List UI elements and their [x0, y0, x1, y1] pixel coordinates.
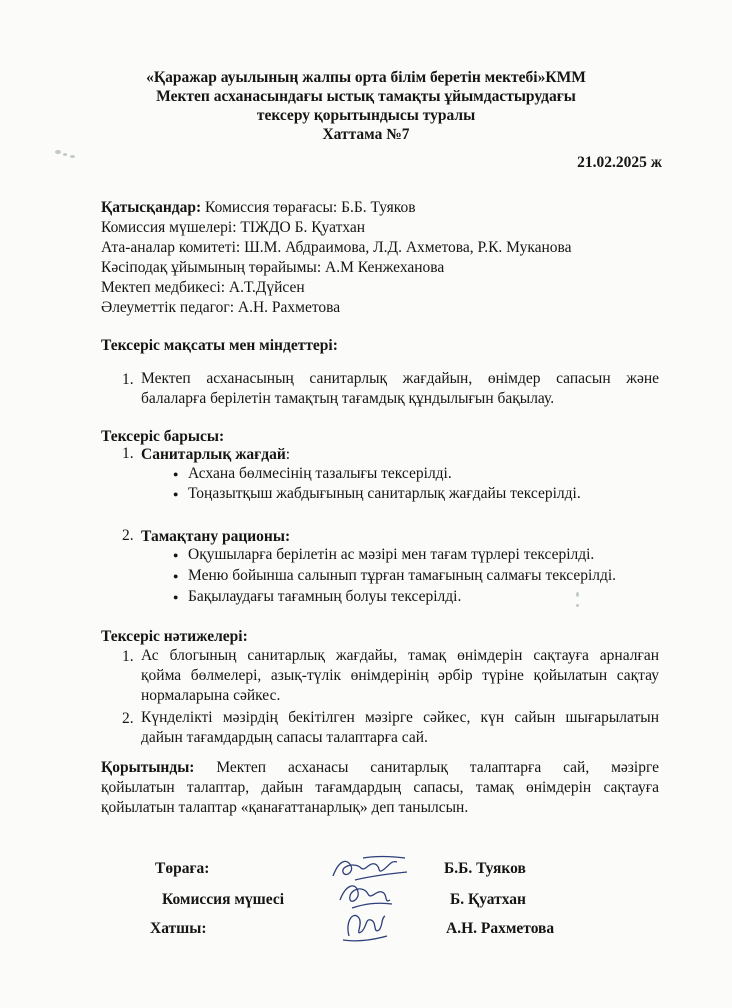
process-title: Тексеріс барысы: — [101, 428, 225, 445]
scan-speck — [70, 155, 75, 158]
participants-chair: Комиссия төрағасы: Б.Б. Туяков — [205, 199, 416, 216]
protocol-number: Хаттама №7 — [322, 126, 410, 143]
school-name: «Қаражар ауылының жалпы орта білім беретін мектебі»КММ — [146, 69, 586, 86]
member-label: Комиссия мүшесі — [162, 891, 285, 908]
scan-speck — [55, 150, 61, 154]
conclusion — [101, 758, 659, 818]
result-line: нормаларына сәйкес. — [141, 687, 281, 704]
process-item-number: 2. — [122, 527, 134, 544]
chair-name: Б.Б. Туяков — [444, 860, 526, 877]
results-title: Тексеріс нәтижелері: — [101, 628, 248, 645]
process-bullet: ● Меню бойынша салынып тұрған тамағының салмағы тексерілді. — [188, 567, 616, 585]
goals-line: Мектеп асханасының санитарлық жағдайын, өнімдер сапасын және — [141, 370, 659, 387]
participants-social-pedagogue: Әлеуметтік педагог: А.Н. Рахметова — [101, 299, 341, 316]
process-bullet: ● Оқушыларға берілетін ас мәзірі мен тағам түрлері тексерілді. — [188, 546, 594, 564]
conclusion-line: қойылатын талаптар, дайын тағамдардың сапасы, тамақ өнімдерін сақтауға — [101, 779, 659, 796]
process-item-title: Санитарлық жағдай — [141, 446, 286, 463]
scan-speck — [63, 153, 67, 156]
process-bullet: ● Бақылаудағы тағамның болуы тексерілді. — [188, 588, 461, 606]
result-line: Күнделікті мәзірдің бекітілген мәзірге сәйкес, күн сайын шығарылатын — [141, 709, 659, 726]
document-header — [0, 68, 732, 144]
process-item-sanitary — [141, 445, 290, 465]
secretary-name: А.Н. Рахметова — [446, 920, 555, 937]
conclusion-label: Қорытынды: — [101, 759, 195, 776]
participants-parents: Ата-аналар комитеті: Ш.М. Абдраимова, Л.Д. Ахметова, Р.К. Муканова — [101, 239, 572, 256]
document-date: 21.02.2025 ж — [577, 154, 662, 171]
result-number: 1. — [122, 648, 134, 665]
process-bullet: ● Асхана бөлмесінің тазалығы тексерілді. — [188, 465, 452, 483]
participants-line — [101, 198, 416, 218]
scan-speck — [576, 592, 579, 597]
participants-members: Комиссия мүшелері: ТІЖДО Б. Қуатхан — [101, 219, 366, 236]
chair-label: Төраға: — [155, 860, 210, 877]
participants-nurse: Мектеп медбикесі: А.Т.Дүйсен — [101, 279, 305, 296]
result-line: дайын тағамдардың сапасы талаптарға сай. — [141, 729, 428, 746]
process-bullet: ● Тоңазытқыш жабдығының санитарлық жағдайы тексерілді. — [188, 485, 581, 503]
goals-line: балаларға берілетін тамақтың тағамдық құндылығын бақылау. — [141, 390, 555, 407]
goals-number: 1. — [122, 371, 134, 388]
result-number: 2. — [122, 710, 134, 727]
goals-text — [141, 369, 659, 409]
conclusion-text: Мектеп асханасы санитарлық талаптарға сай, мәзірге — [216, 759, 659, 776]
header-topic: тексеру қорытындысы туралы — [256, 107, 476, 124]
secretary-signature — [335, 906, 391, 946]
result-text — [141, 646, 659, 706]
process-item-number: 1. — [122, 445, 134, 462]
result-line: Ас блогының санитарлық жағдайы, тамақ өнімдерін сақтауға арналған — [141, 647, 659, 664]
process-item-colon: : — [285, 446, 291, 463]
secretary-label: Хатшы: — [150, 920, 207, 937]
header-subject: Мектеп асханасындағы ыстық тамақты ұйымдастырудағы — [156, 88, 576, 105]
result-text — [141, 708, 659, 748]
member-name: Б. Қуатхан — [450, 891, 526, 908]
conclusion-line: қойылатын талаптар «қанағаттанарлық» деп танылсын. — [101, 799, 469, 816]
participants-label: Қатысқандар: — [101, 199, 202, 216]
process-item-title: Тамақтану рационы: — [141, 528, 291, 545]
conclusion-line — [101, 758, 659, 778]
result-line: қойма бөлмелері, азық-түлік өнімдерінің әрбір түріне қойылатын сақтау — [141, 667, 659, 684]
participants-union: Кәсіподақ ұйымының төрайымы: А.М Кенжеханова — [101, 259, 445, 276]
goals-title: Тексеріс мақсаты мен міндеттері: — [101, 337, 338, 354]
scan-speck — [576, 604, 579, 607]
